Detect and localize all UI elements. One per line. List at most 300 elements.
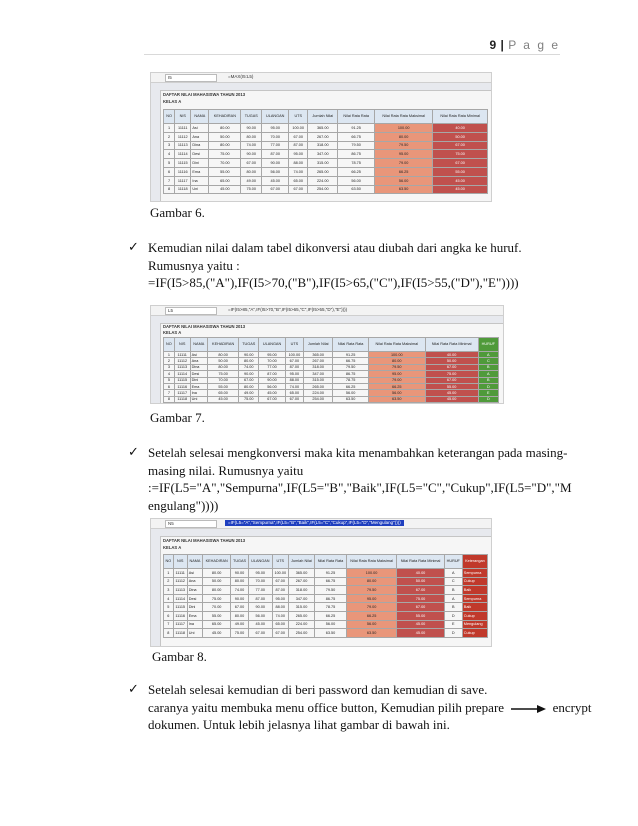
table-cell-min: 45.00 <box>425 390 478 396</box>
table-cell-min: 45.00 <box>433 185 488 194</box>
checkmark-icon: ✓ <box>128 240 139 255</box>
table-cell: 77.00 <box>248 586 272 595</box>
table-cell-min: 45.00 <box>397 620 444 629</box>
table-cell: Dina <box>190 364 207 370</box>
table-cell: 80.00 <box>203 569 231 578</box>
column-header: UTS <box>285 338 303 352</box>
table-cell-max: 66.25 <box>368 383 425 389</box>
table-cell: 95.00 <box>285 371 303 377</box>
table-row <box>164 141 488 150</box>
table-cell: 74.00 <box>239 364 259 370</box>
table-cell-grade: E <box>444 620 462 629</box>
table-cell: Dini <box>187 603 203 612</box>
table-cell: 67.00 <box>239 377 259 383</box>
table-cell: 86.75 <box>333 371 368 377</box>
table-cell-min: 40.00 <box>433 124 488 133</box>
table-cell: 2 <box>164 577 174 586</box>
table-cell-min: 40.00 <box>397 569 444 578</box>
column-header: NO <box>164 338 175 352</box>
spreadsheet-screenshot-3 <box>150 518 492 647</box>
column-header: TUGAS <box>231 555 249 569</box>
table-cell: 80.00 <box>231 577 249 586</box>
table-cell: Ema <box>190 383 207 389</box>
table-cell: 65.00 <box>207 390 238 396</box>
table-cell: 78.75 <box>333 377 368 383</box>
column-header: Nilai Rata Rata Maksimal <box>374 110 432 124</box>
table-cell-grade: E <box>478 390 498 396</box>
table-cell: 70.00 <box>207 377 238 383</box>
table-cell-max: 80.00 <box>374 132 432 141</box>
table-cell: 67.00 <box>289 185 308 194</box>
table-cell: Ina <box>191 176 209 185</box>
table-cell: 11114 <box>174 371 190 377</box>
table-cell-max: 95.00 <box>374 150 432 159</box>
table-cell: 70.00 <box>209 159 241 168</box>
table-cell-max: 56.00 <box>346 620 397 629</box>
table-cell: 50.00 <box>207 358 238 364</box>
column-header: Jumlah Nilai <box>308 110 338 124</box>
table-cell: 75.00 <box>207 371 238 377</box>
sheet-subtitle: KELAS A <box>163 545 182 550</box>
table-cell: 90.00 <box>231 569 249 578</box>
column-header: ULANGAN <box>248 555 272 569</box>
table-cell-max: 100.00 <box>374 124 432 133</box>
table-cell-max: 79.00 <box>368 377 425 383</box>
table-cell: Desi <box>187 594 203 603</box>
table-cell: 254.00 <box>288 629 314 638</box>
table-cell-note: Baik <box>462 603 487 612</box>
table-cell-max: 100.00 <box>368 352 425 358</box>
table-cell: 80.00 <box>209 141 241 150</box>
table-cell-grade: C <box>444 577 462 586</box>
arrow-right-icon <box>509 704 547 714</box>
table-cell-max: 100.00 <box>346 569 397 578</box>
table-row <box>164 185 488 194</box>
table-cell-max: 95.00 <box>346 594 397 603</box>
table-cell: 347.00 <box>308 150 338 159</box>
table-cell: Desi <box>190 371 207 377</box>
table-cell: Desi <box>191 150 209 159</box>
table-cell: 45.00 <box>259 390 286 396</box>
table-cell: Ina <box>187 620 203 629</box>
table-cell-grade: C <box>478 358 498 364</box>
table-cell: 80.00 <box>231 611 249 620</box>
table-cell: Asi <box>191 124 209 133</box>
table-cell: 65.00 <box>209 176 241 185</box>
table-header-row <box>164 110 488 124</box>
table-cell: 95.00 <box>289 150 308 159</box>
table-cell-note: Sempurna <box>462 569 487 578</box>
column-header: HURUF <box>478 338 498 352</box>
table-cell-max: 79.50 <box>368 364 425 370</box>
table-cell-max: 56.00 <box>374 176 432 185</box>
table-cell: 8 <box>164 396 175 402</box>
row-gutter <box>151 90 161 201</box>
table-cell: 11113 <box>175 141 191 150</box>
paragraph-line: dokumen. Untuk lebih jelasnya lihat gambar di bawah ini. <box>148 717 450 732</box>
column-header: UTS <box>289 110 308 124</box>
table-cell: 80.00 <box>209 124 241 133</box>
column-header-strip <box>151 83 491 91</box>
table-cell-max: 79.50 <box>346 586 397 595</box>
caption-figure-6: Gambar 6. <box>150 205 205 220</box>
table-cell: Uni <box>190 396 207 402</box>
table-cell: 11116 <box>174 383 190 389</box>
table-cell: 8 <box>164 185 175 194</box>
table-cell: 66.75 <box>315 577 347 586</box>
table-cell: 11118 <box>174 396 190 402</box>
table-cell: 45.00 <box>209 185 241 194</box>
paragraph-line: engulang")))) <box>148 497 219 513</box>
table-cell: 315.00 <box>303 377 332 383</box>
table-cell: 70.00 <box>262 132 289 141</box>
table-cell-max: 63.50 <box>368 396 425 402</box>
table-cell: 90.00 <box>239 352 259 358</box>
table-cell: 11112 <box>175 132 191 141</box>
table-cell: 87.00 <box>272 586 288 595</box>
column-header-strip <box>151 529 491 537</box>
table-cell-min: 45.00 <box>425 396 478 402</box>
table-cell: 91.25 <box>333 352 368 358</box>
table-cell: 224.00 <box>303 390 332 396</box>
sheet-title: DAFTAR NILAI MAHASISWA TAHUN 2013 <box>163 92 246 97</box>
column-header: NO <box>164 110 175 124</box>
column-header: Keterangan <box>462 555 487 569</box>
table-cell: 50.00 <box>209 132 241 141</box>
sheet-title: DAFTAR NILAI MAHASISWA TAHUN 2013 <box>163 538 246 543</box>
table-cell: 87.00 <box>248 594 272 603</box>
table-cell-grade: D <box>478 396 498 402</box>
table-cell-grade: A <box>444 569 462 578</box>
paragraph-line: Setelah selesai kemudian di beri password dan kemudian di save. <box>148 682 488 697</box>
table-cell: Uni <box>187 629 203 638</box>
table-cell: 6 <box>164 383 175 389</box>
paragraph-line: Rumusnya yaitu : <box>148 257 240 273</box>
table-row <box>164 611 488 620</box>
table-cell-max: 79.50 <box>374 141 432 150</box>
column-header: HURUF <box>444 555 462 569</box>
table-row <box>164 620 488 629</box>
table-row <box>164 603 488 612</box>
paragraph-line: :=IF(L5="A","Sempurna",IF(L5="B","Baik",IF(L5="C","Cukup",IF(L5="D","M <box>148 480 572 495</box>
table-cell: 265.00 <box>303 383 332 389</box>
table-cell: 80.00 <box>207 352 238 358</box>
column-header: ULANGAN <box>259 338 286 352</box>
table-cell: 254.00 <box>303 396 332 402</box>
table-cell: 67.00 <box>272 577 288 586</box>
page-word: P a g e <box>508 38 560 52</box>
table-cell: 224.00 <box>288 620 314 629</box>
table-cell: 56.00 <box>338 176 375 185</box>
table-cell: 67.00 <box>259 396 286 402</box>
table-cell-min: 40.00 <box>425 352 478 358</box>
table-cell: 11111 <box>173 569 187 578</box>
table-cell: 87.00 <box>285 364 303 370</box>
table-cell: 78.75 <box>315 603 347 612</box>
table-row <box>164 150 488 159</box>
table-cell: 65.00 <box>289 176 308 185</box>
paragraph-line: masing nilai. Rumusnya yaitu <box>148 462 304 478</box>
table-row <box>164 594 488 603</box>
table-cell-grade: B <box>478 377 498 383</box>
paragraph-text: encrypt <box>552 699 592 715</box>
data-table <box>163 554 488 638</box>
table-cell: 6 <box>164 611 174 620</box>
table-cell: 11112 <box>174 358 190 364</box>
table-cell: 65.00 <box>272 620 288 629</box>
table-cell: 267.00 <box>308 132 338 141</box>
table-cell-max: 79.00 <box>346 603 397 612</box>
table-cell-min: 67.00 <box>425 377 478 383</box>
table-cell-max: 66.25 <box>346 611 397 620</box>
table-cell: 87.00 <box>289 141 308 150</box>
table-cell: 70.00 <box>259 358 286 364</box>
table-cell-max: 56.00 <box>368 390 425 396</box>
column-header: Nilai Rata Rata Maksimal <box>346 555 397 569</box>
table-cell: 3 <box>164 141 175 150</box>
table-cell: Ema <box>191 167 209 176</box>
table-cell: 74.00 <box>289 167 308 176</box>
table-cell: 45.00 <box>262 176 289 185</box>
table-cell-max: 80.00 <box>368 358 425 364</box>
table-row <box>164 159 488 168</box>
table-cell: 11114 <box>173 594 187 603</box>
table-cell: Asi <box>190 352 207 358</box>
table-row <box>164 396 499 402</box>
table-cell: Ema <box>187 611 203 620</box>
table-cell: 11117 <box>173 620 187 629</box>
table-cell: 88.00 <box>272 603 288 612</box>
table-cell-grade: D <box>444 629 462 638</box>
table-cell-min: 75.00 <box>425 371 478 377</box>
table-cell-note: Cukup <box>462 611 487 620</box>
column-header: KEHADIRAN <box>203 555 231 569</box>
table-cell-min: 67.00 <box>425 364 478 370</box>
table-cell: 2 <box>164 358 175 364</box>
column-header: Nilai Rata Rata <box>315 555 347 569</box>
table-cell: 11116 <box>173 611 187 620</box>
table-cell: 11114 <box>175 150 191 159</box>
table-cell: 70.00 <box>203 603 231 612</box>
table-cell: 267.00 <box>288 577 314 586</box>
table-cell: Ana <box>187 577 203 586</box>
table-cell: Uni <box>191 185 209 194</box>
sheet-subtitle: KELAS A <box>163 330 182 335</box>
table-cell-min: 55.00 <box>397 611 444 620</box>
table-row <box>164 176 488 185</box>
table-cell: 67.00 <box>231 603 249 612</box>
column-header: TUGAS <box>241 110 262 124</box>
table-cell: 365.00 <box>288 569 314 578</box>
table-cell-grade: A <box>478 371 498 377</box>
formula-text: =IF(L5="A","Sempurna",IF(L5="B","Baik",IF(L5="C","Cukup",IF(L5="D","Mengulang")))) <box>225 520 404 526</box>
table-cell: 11115 <box>173 603 187 612</box>
table-row <box>164 586 488 595</box>
table-cell-min: 50.00 <box>397 577 444 586</box>
table-cell-max: 95.00 <box>368 371 425 377</box>
sheet-subtitle: KELAS A <box>163 99 182 104</box>
table-cell-max: 79.00 <box>374 159 432 168</box>
table-cell: 265.00 <box>288 611 314 620</box>
table-cell-grade: D <box>478 383 498 389</box>
table-cell-min: 67.00 <box>433 141 488 150</box>
table-cell: 67.00 <box>241 159 262 168</box>
table-cell: 77.00 <box>262 141 289 150</box>
table-cell: 100.00 <box>289 124 308 133</box>
column-header: TUGAS <box>239 338 259 352</box>
table-cell: 254.00 <box>308 185 338 194</box>
sheet-title: DAFTAR NILAI MAHASISWA TAHUN 2013 <box>163 324 246 329</box>
table-cell-note: Cukup <box>462 577 487 586</box>
column-header: NAMA <box>190 338 207 352</box>
table-cell: 11117 <box>175 176 191 185</box>
table-cell: 66.25 <box>315 611 347 620</box>
column-header: NIS <box>173 555 187 569</box>
table-cell-min: 67.00 <box>433 159 488 168</box>
column-header: NAMA <box>187 555 203 569</box>
table-cell-note: Cukup <box>462 629 487 638</box>
table-cell-max: 66.25 <box>374 167 432 176</box>
table-cell: 74.00 <box>272 611 288 620</box>
table-cell: 11117 <box>174 390 190 396</box>
column-header: NIS <box>175 110 191 124</box>
table-cell: 318.00 <box>308 141 338 150</box>
table-cell: 56.00 <box>259 383 286 389</box>
row-gutter <box>151 323 161 403</box>
table-cell: 7 <box>164 620 174 629</box>
table-cell: 75.00 <box>231 629 249 638</box>
table-cell: 88.00 <box>285 377 303 383</box>
table-cell: 77.00 <box>259 364 286 370</box>
table-cell: 90.00 <box>231 594 249 603</box>
table-cell-grade: D <box>444 611 462 620</box>
table-cell: 88.00 <box>289 159 308 168</box>
table-cell: 347.00 <box>303 371 332 377</box>
table-cell: 11118 <box>175 185 191 194</box>
table-cell: 55.00 <box>207 383 238 389</box>
table-cell: 79.50 <box>338 141 375 150</box>
table-cell: 67.00 <box>248 629 272 638</box>
table-cell: Dina <box>187 586 203 595</box>
table-cell-max: 63.50 <box>346 629 397 638</box>
spreadsheet-screenshot-2 <box>150 305 504 404</box>
table-cell: 66.75 <box>338 132 375 141</box>
table-cell: 90.00 <box>239 371 259 377</box>
checkmark-icon: ✓ <box>128 445 139 460</box>
table-cell-note: Mengulang <box>462 620 487 629</box>
table-cell: 56.00 <box>333 390 368 396</box>
table-cell: 90.00 <box>248 603 272 612</box>
column-header: Nilai Rata Rata Maksimal <box>368 338 425 352</box>
table-cell: 50.00 <box>203 577 231 586</box>
column-header: KEHADIRAN <box>209 110 241 124</box>
table-cell: 11118 <box>173 629 187 638</box>
page-number <box>489 38 560 52</box>
table-cell: 5 <box>164 159 175 168</box>
column-header: Nilai Rata Rata Minimal <box>433 110 488 124</box>
table-cell: 79.50 <box>333 364 368 370</box>
table-cell: Ana <box>190 358 207 364</box>
table-cell: 315.00 <box>308 159 338 168</box>
table-cell: 49.00 <box>239 390 259 396</box>
column-header: Nilai Rata Rata Minimal <box>425 338 478 352</box>
table-cell: 75.00 <box>239 396 259 402</box>
table-cell-min: 67.00 <box>397 603 444 612</box>
table-cell: 79.50 <box>315 586 347 595</box>
table-cell: 67.00 <box>285 396 303 402</box>
table-cell: 80.00 <box>239 383 259 389</box>
column-header: KEHADIRAN <box>207 338 238 352</box>
column-header: NIS <box>174 338 190 352</box>
header-rule <box>144 54 560 55</box>
formula-text: =MAX(I5:L5) <box>228 74 254 79</box>
table-cell: Ana <box>191 132 209 141</box>
table-cell-max: 63.50 <box>374 185 432 194</box>
table-cell: 75.00 <box>241 185 262 194</box>
table-cell: 56.00 <box>248 611 272 620</box>
table-cell: 70.00 <box>248 577 272 586</box>
table-cell: Ina <box>190 390 207 396</box>
table-cell: 100.00 <box>272 569 288 578</box>
table-cell: 75.00 <box>209 150 241 159</box>
table-cell: 55.00 <box>203 611 231 620</box>
table-cell-min: 75.00 <box>397 594 444 603</box>
table-cell: 80.00 <box>241 167 262 176</box>
table-cell: 45.00 <box>248 620 272 629</box>
column-header: ULANGAN <box>262 110 289 124</box>
table-row <box>164 167 488 176</box>
table-cell: 11111 <box>174 352 190 358</box>
table-cell: 8 <box>164 629 174 638</box>
table-cell-min: 45.00 <box>433 176 488 185</box>
table-cell: Dina <box>191 141 209 150</box>
paragraph-line: Setelah selesai mengkonversi maka kita menambahkan keterangan pada masing- <box>148 445 568 460</box>
table-cell-min: 50.00 <box>425 358 478 364</box>
table-cell: 5 <box>164 603 174 612</box>
table-cell-note: Baik <box>462 586 487 595</box>
table-cell-grade: B <box>444 586 462 595</box>
table-cell: 11111 <box>175 124 191 133</box>
table-row <box>164 629 488 638</box>
caption-figure-8: Gambar 8. <box>152 649 207 664</box>
table-cell-min: 45.00 <box>397 629 444 638</box>
paragraph-text: caranya yaitu membuka menu office button, Kemudian pilih prepare <box>148 699 505 715</box>
table-cell: 65.00 <box>285 390 303 396</box>
table-cell: 90.00 <box>241 124 262 133</box>
formula-text: =IF(I5>85,"A",IF(I5>70,"B",IF(I5>65,"C",IF(I5>55,"D"),"E")))) <box>228 307 348 312</box>
table-cell: 11113 <box>174 364 190 370</box>
table-cell: 63.50 <box>315 629 347 638</box>
paragraph-line: Kemudian nilai dalam tabel dikonversi atau diubah dari angka ke huruf. <box>148 240 522 255</box>
table-cell: 49.00 <box>241 176 262 185</box>
table-cell: 66.25 <box>333 383 368 389</box>
table-cell: 67.00 <box>285 358 303 364</box>
table-row <box>164 569 488 578</box>
table-cell: 90.00 <box>262 159 289 168</box>
table-cell-note: Sempurna <box>462 594 487 603</box>
table-row <box>164 577 488 586</box>
table-cell: 95.00 <box>248 569 272 578</box>
table-cell: 56.00 <box>262 167 289 176</box>
table-cell: 318.00 <box>288 586 314 595</box>
table-cell-min: 50.00 <box>433 132 488 141</box>
table-cell-grade: B <box>444 603 462 612</box>
table-cell: 87.00 <box>259 371 286 377</box>
table-cell: 67.00 <box>289 132 308 141</box>
table-cell: 6 <box>164 167 175 176</box>
table-cell: 11115 <box>174 377 190 383</box>
checkmark-icon: ✓ <box>128 682 139 697</box>
